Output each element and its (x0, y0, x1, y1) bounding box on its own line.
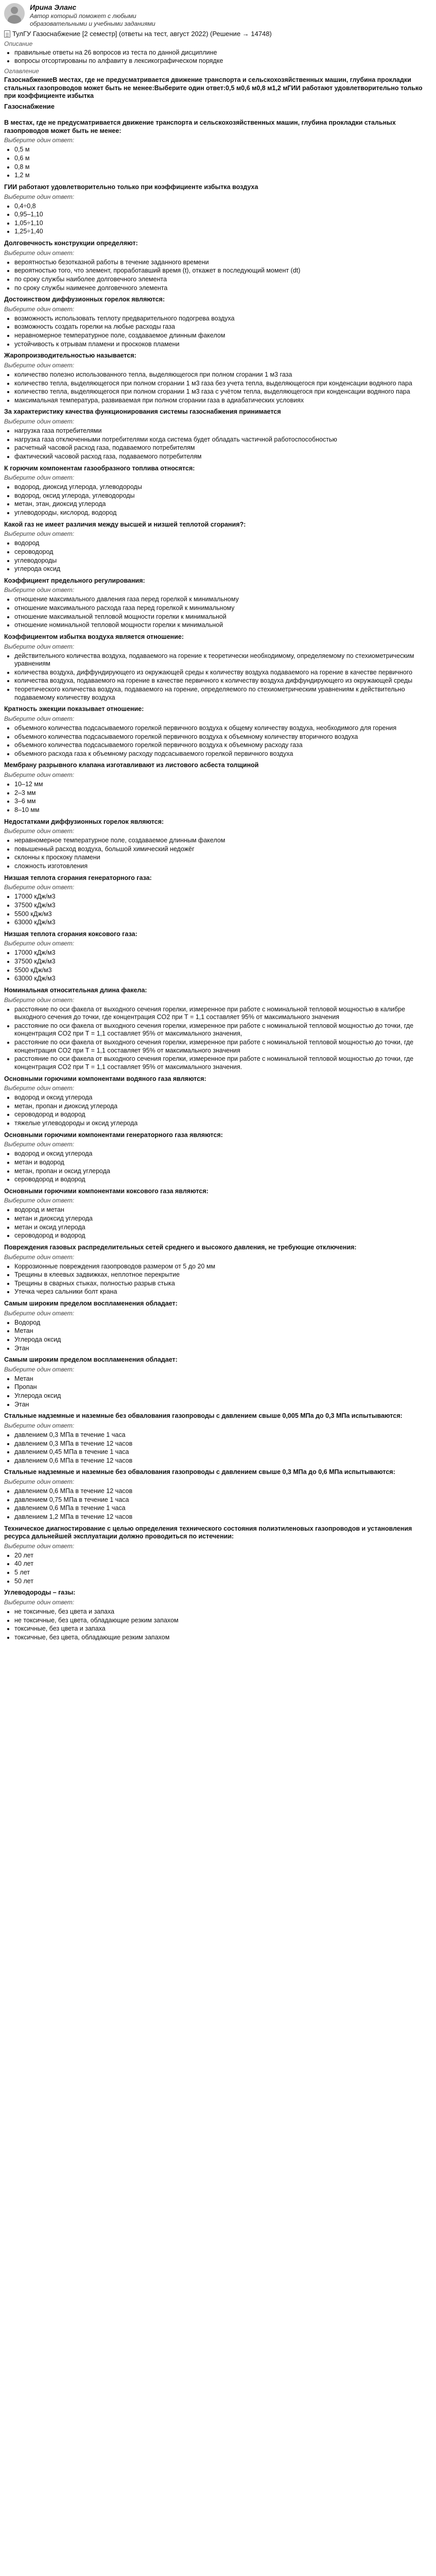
question-text: Самым широким пределом воспламенения обладает: (4, 1300, 178, 1307)
question-block (4, 1244, 432, 1296)
choose-one-label: Выберите один ответ: (4, 474, 75, 482)
question-text: Основными горючими компонентами водяного газа являются: (4, 1075, 206, 1082)
question-block (4, 818, 432, 871)
question-text: Достоинством диффузионных горелок являются: (4, 296, 165, 303)
answer-option: • устойчивость к отрывам пламени и проскоков пламени (14, 341, 432, 349)
choose-one-label: Выберите один ответ: (4, 996, 75, 1004)
answer-option: • метан и оксид углерода (14, 1224, 432, 1232)
answer-option: • 2–3 мм (14, 789, 432, 798)
question-block (4, 1131, 432, 1184)
answer-option: • расстояние по оси факела от выходного сечения горелки, измеренное при работе с номинальной тепловой мощностью до точки, где концентрация CO2 при Т = 1,1 составляет 95% от максимального значения (14, 1039, 432, 1055)
answer-option: • токсичные, без цвета, обладающие резким запахом (14, 1634, 432, 1642)
description-list (4, 49, 432, 65)
answer-option: • давлением 0,45 МПа в течение 1 часа (14, 1448, 432, 1456)
work-title-row (4, 30, 432, 38)
answer-options (4, 893, 432, 927)
question-text: Стальные надземные и наземные без обвалования газопроводы с давлением свыше 0,005 МПа до 0,3 МПа испытываются: (4, 1412, 403, 1420)
question-text: Жаропроизводительностью называется: (4, 352, 136, 360)
answer-option: • максимальная температура, развиваемая при полном сгорании газа в адиабатических условиях (14, 397, 432, 405)
answer-option: • 1,2 м (14, 172, 432, 180)
choose-one-label: Выберите один ответ: (4, 715, 75, 722)
question-block (4, 521, 432, 573)
answer-option: • 0,5 м (14, 146, 432, 154)
answer-options (4, 1431, 432, 1465)
answer-option: • 10–12 мм (14, 781, 432, 789)
answer-option: • расчетный часовой расход газа, подаваемого потребителям (14, 444, 432, 452)
answer-option: • расстояние по оси факела от выходного сечения горелки, измеренное при работе с номинальной тепловой мощностью до точки, где концентрация CO2 при Т = 1,1 составляет 95% от максимального значения, (14, 1022, 432, 1038)
answer-options (4, 483, 432, 517)
answer-option: • тяжелые углеводороды и оксид углерода (14, 1120, 432, 1128)
answer-option: • давлением 0,6 МПа в течение 12 часов (14, 1487, 432, 1496)
avatar[interactable] (4, 3, 25, 24)
answer-option: • по сроку службы наиболее долговечного элемента (14, 276, 432, 284)
answer-option: • метан, пропан и диоксид углерода (14, 1103, 432, 1111)
question-text: Стальные надземные и наземные без обвалования газопроводы с давлением свыше 0,3 МПа до 0,6 МПа испытываются: (4, 1468, 395, 1476)
answer-options (4, 652, 432, 702)
question-text: Номинальная относительная длина факела: (4, 986, 147, 994)
choose-one-label: Выберите один ответ: (4, 249, 75, 257)
answer-option: • количество полезно использованного тепла, выделяющегося при полном сгорании 1 м3 газа (14, 371, 432, 379)
answer-options (4, 724, 432, 758)
choose-one-label: Выберите один ответ: (4, 418, 75, 425)
answer-option: • 40 лет (14, 1560, 432, 1568)
choose-one-label: Выберите один ответ: (4, 1598, 75, 1606)
question-block (4, 1188, 432, 1240)
question-text: Основными горючими компонентами генераторного газа являются: (4, 1131, 223, 1139)
answer-options (4, 596, 432, 630)
answer-option: • количество тепла, выделяющегося при полном сгорании 1 м3 газа без учета тепла, выделяющегося при конденсации водяного пара (14, 380, 432, 388)
answer-option: • 5500 кДж/м3 (14, 967, 432, 975)
answer-option: • 0,8 м (14, 163, 432, 172)
question-block (4, 183, 432, 236)
choose-one-label: Выберите один ответ: (4, 1309, 75, 1317)
question-text: Низшая теплота сгорания генераторного газа: (4, 874, 152, 882)
question-block (4, 1589, 432, 1641)
answer-options (4, 427, 432, 461)
answer-option: • вероятностью того, что элемент, проработавший время (t), откажет в последующий момент (dt) (14, 267, 432, 275)
answer-option: • действительного количества воздуха, подаваемого на горение к теоретически необходимому, определяемому по стехиометрическим уравнениям (14, 652, 432, 668)
choose-one-label: Выберите один ответ: (4, 1421, 75, 1429)
answer-option: • отношение максимальной тепловой мощности горелки к минимальной (14, 613, 432, 621)
answer-option: • нагрузка газа отключенными потребителями когда система будет обладать частичной работоспособностью (14, 436, 432, 444)
answer-option: • 17000 кДж/м3 (14, 949, 432, 957)
answer-options (4, 1319, 432, 1353)
question-text: Самым широким пределом воспламенения обладает: (4, 1356, 178, 1364)
answer-options (4, 371, 432, 405)
answer-option: • 8–10 мм (14, 806, 432, 815)
answer-option: • 3–6 мм (14, 798, 432, 806)
question-text: Коэффициентом избытка воздуха является отношение: (4, 633, 184, 640)
question-block (4, 1468, 432, 1521)
question-text: К горючим компонентам газообразного топлива относятся: (4, 464, 195, 472)
question-block (4, 465, 432, 517)
choose-one-label: Выберите один ответ: (4, 305, 75, 313)
choose-one-label: Выберите один ответ: (4, 1197, 75, 1205)
answer-options (4, 1375, 432, 1409)
choose-one-label: Выберите один ответ: (4, 1542, 75, 1550)
answer-option: • Трещины в клеевых задвижках, неплотное перекрытие (14, 1271, 432, 1279)
question-block (4, 930, 432, 983)
answer-option: • повышенный расход воздуха, большой химический недожёг (14, 845, 432, 854)
answer-option: • неравномерное температурное поле, создаваемое длинным факелом (14, 332, 432, 340)
question-text: Коэффициент предельного регулирования: (4, 577, 145, 584)
answer-option: • Этан (14, 1345, 432, 1353)
answer-option: • сероводород и водород (14, 1176, 432, 1184)
question-block (4, 761, 432, 814)
answer-option: • Углерода оксид (14, 1336, 432, 1344)
answer-options (4, 202, 432, 236)
choose-one-label: Выберите один ответ: (4, 827, 75, 835)
answer-option: • Пропан (14, 1383, 432, 1392)
answer-option: • давлением 0,3 МПа в течение 1 часа (14, 1431, 432, 1439)
question-text: Техническое диагностирование с целью определения технического состояния полиэтиленовых газопроводов и установления ресурса дальнейшей эксплуатации должно проводиться по истечении: (4, 1524, 412, 1540)
question-text: Основными горючими компонентами коксового газа являются: (4, 1187, 208, 1195)
answer-options (4, 1608, 432, 1642)
choose-one-label: Выберите один ответ: (4, 642, 75, 650)
answer-option: • сероводород (14, 548, 432, 556)
answer-options (4, 837, 432, 871)
answer-option: • водород и оксид углерода (14, 1150, 432, 1158)
answer-option: • 20 лет (14, 1552, 432, 1560)
answer-option: • 37500 кДж/м3 (14, 958, 432, 966)
question-text: Мембрану разрывного клапана изготавливают из листового асбеста толщиной (4, 761, 259, 769)
answer-option: • не токсичные, без цвета, обладающие резким запахом (14, 1617, 432, 1625)
answer-option: • давлением 0,75 МПа в течение 1 часа (14, 1496, 432, 1504)
answer-option: • отношение номинальной тепловой мощности горелки к минимальной (14, 621, 432, 630)
answer-option: • 5500 кДж/м3 (14, 910, 432, 919)
question-text: Какой газ не имеет различия между высшей и низшей теплотой сгорания?: (4, 520, 246, 528)
choose-one-label: Выберите один ответ: (4, 193, 75, 200)
answer-option: • давлением 1,2 МПа в течение 12 часов (14, 1513, 432, 1521)
choose-one-label: Выберите один ответ: (4, 137, 75, 144)
answer-option: • расстояние по оси факела от выходного сечения горелки, измеренное при работе с номинальной тепловой мощностью в калибре выходного сечения до точки, где концентрация CO2 при Т = 1,1 составляет 95% от максимального значения (14, 1006, 432, 1022)
choose-one-label: Выберите один ответ: (4, 361, 75, 369)
answer-option: • метан, пропан и оксид углерода (14, 1167, 432, 1176)
answer-options (4, 949, 432, 983)
answer-option: • давлением 0,6 МПа в течение 12 часов (14, 1457, 432, 1465)
answer-options (4, 1487, 432, 1521)
work-title: ТулГУ Газоснабжение [2 семестр] (ответы на тест, август 2022) (Решение → 14748) (12, 29, 272, 38)
description-item (14, 49, 432, 57)
question-list (4, 119, 432, 1641)
question-block (4, 705, 432, 758)
author-info (30, 3, 174, 28)
question-text: Кратность эжекции показывает отношение: (4, 705, 144, 713)
description-item-1: правильные ответы на 26 вопросов из теста по данной дисциплине (14, 48, 217, 56)
answer-option: • теоретического количества воздуха, подаваемого на горение, определяемого по стехиометрическим уравнениям к действительно подаваемому количеству воздуха (14, 686, 432, 702)
answer-option: • количество тепла, выделяющегося при полном сгорании 1 м3 газа с учётом тепла, выделяющегося при конденсации водяного пара (14, 388, 432, 396)
answer-option: • Коррозионные повреждения газопроводов размером от 5 до 20 мм (14, 1263, 432, 1271)
answer-option: • 5 лет (14, 1569, 432, 1577)
choose-one-label: Выберите один ответ: (4, 884, 75, 891)
answer-option: • давлением 0,6 МПа в течение 1 часа (14, 1504, 432, 1513)
answer-option: • 0,95–1,10 (14, 211, 432, 219)
question-block (4, 577, 432, 630)
answer-option: • отношение максимального расхода газа перед горелкой к минимальному (14, 604, 432, 613)
answer-option: • Трещины в сварных стыках, полностью разрыв стыка (14, 1280, 432, 1288)
choose-one-label: Выберите один ответ: (4, 530, 75, 538)
answer-option: • давлением 0,3 МПа в течение 12 часов (14, 1440, 432, 1448)
answer-option: • возможность создать горелки на любые расходы газа (14, 323, 432, 331)
answer-option: • вероятностью безотказной работы в течение заданного времени (14, 259, 432, 267)
choose-one-label: Выберите один ответ: (4, 1141, 75, 1148)
question-block (4, 1412, 432, 1465)
question-text: В местах, где не предусматривается движение транспорта и сельскохозяйственных машин, глубина прокладки стальных газопроводов может быть не менее: (4, 119, 396, 134)
answer-option: • сероводород и водород (14, 1232, 432, 1240)
choose-one-label: Выберите один ответ: (4, 940, 75, 947)
choose-one-label: Выберите один ответ: (4, 1084, 75, 1092)
question-text: Углеводороды – газы: (4, 1589, 76, 1597)
answer-options (4, 1206, 432, 1240)
question-block (4, 987, 432, 1072)
answer-option: • Углерода оксид (14, 1392, 432, 1400)
choose-one-label: Выберите один ответ: (4, 1478, 75, 1485)
answer-option: • объемного количества подсасываемого горелкой первичного воздуха к общему количеству воздуха, необходимого для горения (14, 724, 432, 733)
answer-options (4, 1006, 432, 1072)
answer-option: • фактический часовой расход газа, подаваемого потребителям (14, 453, 432, 461)
author-block (4, 3, 432, 28)
question-block (4, 874, 432, 927)
question-block (4, 633, 432, 702)
answer-option: • Водород (14, 1319, 432, 1327)
answer-option: • Метан (14, 1375, 432, 1383)
answer-option: • объемного расхода газа к объемному расходу подсасываемого горелкой первичного воздуха (14, 750, 432, 758)
choose-one-label: Выберите один ответ: (4, 1253, 75, 1261)
answer-option: • объемного количества подсасываемого горелкой первичного воздуха к объемному количеству вторичного воздуха (14, 733, 432, 741)
answer-option: • возможность использовать теплоту предварительного подогрева воздуха (14, 315, 432, 323)
choose-one-label: Выберите один ответ: (4, 1365, 75, 1373)
answer-option: • Метан (14, 1327, 432, 1335)
question-block (4, 1300, 432, 1352)
answer-option: • водород, диоксид углерода, углеводороды (14, 483, 432, 492)
answer-option: • водород (14, 539, 432, 548)
question-block (4, 352, 432, 404)
answer-option: • 0,6 м (14, 155, 432, 163)
question-block (4, 1525, 432, 1586)
answer-option: • расстояние по оси факела от выходного сечения горелки, измеренное при работе с номинальной тепловой мощностью до точки, где концентрация CO2 при Т = 1,1 составляет 95% от максимального значения. (14, 1055, 432, 1071)
answer-option: • 17000 кДж/м3 (14, 893, 432, 901)
answer-options (4, 1094, 432, 1128)
answer-option: • метан, этан, диоксид углерода (14, 500, 432, 509)
answer-options (4, 1150, 432, 1184)
question-text: Повреждения газовых распределительных сетей среднего и высокого давления, не требующие отключения: (4, 1243, 357, 1251)
answer-option: • углеводороды (14, 557, 432, 565)
answer-option: • водород и оксид углерода (14, 1094, 432, 1102)
answer-option: • отношение максимального давления газа перед горелкой к минимальному (14, 596, 432, 604)
answer-options (4, 315, 432, 349)
answer-options (4, 146, 432, 180)
answer-option: • сложность изготовления (14, 862, 432, 871)
answer-option: • 1,25÷1,40 (14, 228, 432, 236)
question-block (4, 119, 432, 180)
answer-option: • углеводороды, кислород, водород (14, 509, 432, 517)
answer-options (4, 781, 432, 815)
question-block (4, 1075, 432, 1128)
answer-option: • количества воздуха, диффундирующего из окружающей среды к количеству воздуха подаваемого на горение в качестве первичного (14, 669, 432, 677)
answer-option: • 0,4÷0,8 (14, 202, 432, 211)
answer-option: • Этан (14, 1401, 432, 1409)
section-title: Газоснабжение (4, 102, 55, 110)
choose-one-label: Выберите один ответ: (4, 771, 75, 778)
answer-option: • не токсичные, без цвета и запаха (14, 1608, 432, 1616)
answer-option: • количества воздуха, подаваемого на горение в качестве первичного к количеству воздуха диффундирующего из окружающей среды (14, 677, 432, 685)
description-item (14, 57, 432, 65)
question-block (4, 240, 432, 292)
author-description: Автор который поможет с любыми образовательными и учебными заданиями (30, 12, 155, 27)
question-block (4, 408, 432, 461)
answer-option: • метан и диоксид углерода (14, 1215, 432, 1223)
answer-option: • Утечка через сальники болт крана (14, 1288, 432, 1296)
answer-option: • 50 лет (14, 1578, 432, 1586)
answer-options (4, 259, 432, 293)
answer-option: • неравномерное температурное поле, создаваемое длинным факелом (14, 837, 432, 845)
answer-option: • токсичные, без цвета и запаха (14, 1625, 432, 1633)
answer-option: • склонны к проскоку пламени (14, 854, 432, 862)
contents-label: Оглавление (4, 67, 39, 75)
answer-options (4, 1552, 432, 1586)
contents-text: ГазоснабжениеВ местах, где не предусматривается движение транспорта и сельскохозяйственных машин, глубина прокладки стальных газопроводов может быть не менее:Выберите один ответ:0,5 м0,6 м0,8 м1,2 мГИИ работают удовлетворительно только при коэффициенте избытка (4, 76, 423, 100)
answer-option: • 37500 кДж/м3 (14, 902, 432, 910)
answer-option: • 63000 кДж/м3 (14, 919, 432, 927)
answer-options (4, 1263, 432, 1297)
question-text: За характеристику качества функционирования системы газоснабжения принимается (4, 408, 281, 416)
question-text: Низшая теплота сгорания коксового газа: (4, 930, 137, 938)
choose-one-label: Выберите один ответ: (4, 586, 75, 594)
answer-option: • водород, оксид углерода, углеводороды (14, 492, 432, 500)
answer-option: • объемного количества подсасываемого горелкой первичного воздуха к объемному расходу газа (14, 741, 432, 750)
description-item-2: вопросы отсортированы по алфавиту в лексикографическом порядке (14, 57, 223, 65)
answer-option: • по сроку службы наименее долговечного элемента (14, 284, 432, 293)
author-name[interactable]: Ирина Эланс (30, 3, 77, 11)
question-text: Долговечность конструкции определяют: (4, 240, 138, 247)
answer-option: • водород и метан (14, 1206, 432, 1214)
answer-option: • нагрузка газа потребителями (14, 427, 432, 435)
document-icon (4, 30, 10, 38)
answer-option: • сероводород и водород (14, 1111, 432, 1119)
question-text: ГИИ работают удовлетворительно только при коэффициенте избытка воздуха (4, 183, 258, 191)
answer-option: • углерода оксид (14, 565, 432, 573)
description-label: Описание (4, 40, 33, 47)
question-text: Недостатками диффузионных горелок являются: (4, 818, 164, 825)
answer-option: • 63000 кДж/м3 (14, 975, 432, 983)
answer-option: • метан и водород (14, 1159, 432, 1167)
question-block (4, 1356, 432, 1409)
answer-options (4, 539, 432, 573)
question-block (4, 296, 432, 348)
answer-option: • 1,05÷1,10 (14, 219, 432, 228)
